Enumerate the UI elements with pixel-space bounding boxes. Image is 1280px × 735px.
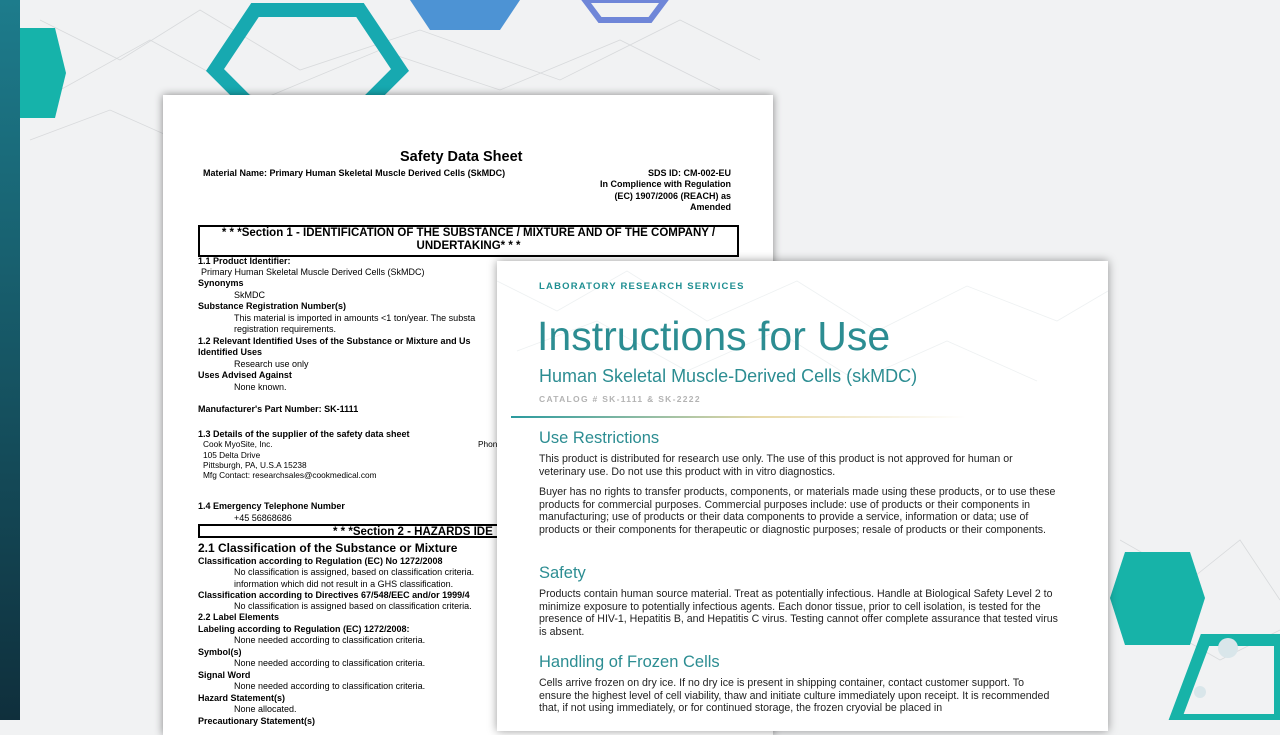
- sds-advised-against-heading: Uses Advised Against: [198, 370, 292, 380]
- ifu-handling-paragraph: Cells arrive frozen on dry ice. If no dry ice is present in shipping container, contact customer support. To ensure the highest level of cell viability, thaw and initiate culture immediately upon receipt. It is recommended that, if not using immediately, or for continued storage, the frozen cryovial be placed in: [539, 677, 1050, 715]
- sds-labeling-heading: Labeling according to Regulation (EC) 1272/2008:: [198, 624, 410, 634]
- right-teal-hexagon: [1110, 552, 1205, 645]
- sds-phone-partial: Phon: [478, 439, 498, 449]
- right-dot-small: [1194, 686, 1206, 698]
- sds-identified-uses-value: Research use only: [234, 359, 309, 369]
- sds-section-2-header: * * *Section 2 - HAZARDS IDE: [198, 524, 735, 538]
- sds-registration-value-2: registration requirements.: [234, 324, 337, 334]
- sds-class-dir-heading: Classification according to Directives 67/548/EEC and/or 1999/4: [198, 590, 470, 600]
- ifu-divider-line: [511, 416, 966, 418]
- sds-hazard-heading: Hazard Statement(s): [198, 693, 286, 703]
- sds-2-2-heading: 2.2 Label Elements: [198, 612, 280, 622]
- top-blue-hex-piece: [410, 0, 520, 30]
- sds-product-identifier: Primary Human Skeletal Muscle Derived Cells (SkMDC): [201, 267, 425, 277]
- ifu-use-restrictions-paragraph-1: This product is distributed for research use only. The use of this product is not approved for human or veterinary use. Do not use this product with in vitro diagnostics.: [539, 453, 1013, 478]
- sds-class-reg-value-1: No classification is assigned, based on classification criteria.: [234, 567, 475, 577]
- sds-2-1-heading: 2.1 Classification of the Substance or Mixture: [198, 541, 458, 555]
- ifu-safety-paragraph: Products contain human source material. Treat as potentially infectious. Handle at Biological Safety Level 2 to minimize exposure to potentially infectious agents. Each donor tissue, prior to cell isolation, is tested for the presence of HIV-1, Hepatitis B, and Hepatitis C virus. Testing cannot offer complete assurance that tested virus is absent.: [539, 588, 1058, 638]
- sds-synonyms-value: SkMDC: [234, 290, 265, 300]
- sds-registration-value-1: This material is imported in amounts <1 ton/year. The substa: [234, 313, 476, 323]
- sds-compliance-line-3: Amended: [689, 202, 731, 212]
- ifu-safety-heading: Safety: [539, 564, 586, 582]
- sds-compliance-line-2: (EC) 1907/2006 (REACH) as: [614, 191, 731, 201]
- top-indigo-hex-piece: [585, 0, 665, 20]
- ifu-title: Instructions for Use: [537, 313, 891, 359]
- sds-supplier-name: Cook MyoSite, Inc.: [203, 439, 273, 449]
- sds-labeling-value: None needed according to classification criteria.: [234, 635, 426, 645]
- ifu-use-restrictions-paragraph-2: Buyer has no rights to transfer products, components, or materials made using these products, or to use these products for commercial purposes. Commercial purposes include: use of products or their components in manufacturing; use of products or their data components to provide a service, information or data; use of products or their components for therapeutic or diagnostic purposes; resale of products or their components.: [539, 486, 1056, 536]
- sds-class-reg-value-2: information which did not result in a GHS classification.: [234, 579, 454, 589]
- sds-symbols-value: None needed according to classification criteria.: [234, 658, 426, 668]
- sds-supplier-street: 105 Delta Drive: [203, 450, 261, 460]
- sds-title: Safety Data Sheet: [400, 149, 523, 165]
- sds-supplier-city: Pittsburgh, PA, U.S.A 15238: [203, 460, 307, 470]
- sds-1-3-heading: 1.3 Details of the supplier of the safety data sheet: [198, 429, 410, 439]
- left-teal-hexagon: [20, 28, 66, 118]
- sds-signal-heading: Signal Word: [198, 670, 251, 680]
- ifu-handling-heading: Handling of Frozen Cells: [539, 653, 720, 671]
- sds-section-1-header: [198, 225, 739, 257]
- sds-supplier-contact: Mfg Contact: researchsales@cookmedical.com: [203, 470, 377, 480]
- sds-1-2-heading: 1.2 Relevant Identified Uses of the Substance or Mixture and Us: [198, 336, 471, 346]
- sds-synonyms-heading: Synonyms: [198, 278, 244, 288]
- sds-1-1-heading: 1.1 Product Identifier:: [198, 256, 291, 266]
- sds-section-1-line-2: UNDERTAKING* * *: [416, 240, 521, 252]
- sds-hazard-value: None allocated.: [234, 704, 297, 714]
- ifu-lab-label: LABORATORY RESEARCH SERVICES: [539, 281, 745, 292]
- instructions-for-use-page: [497, 261, 1108, 731]
- ifu-subtitle: Human Skeletal Muscle-Derived Cells (skMDC): [539, 366, 918, 386]
- sds-precaution-heading: Precautionary Statement(s): [198, 716, 316, 726]
- sds-section-1-line-1: * * *Section 1 - IDENTIFICATION OF THE SUBSTANCE / MIXTURE AND OF THE COMPANY /: [221, 227, 716, 239]
- sds-material-name: Material Name: Primary Human Skeletal Muscle Derived Cells (SkMDC): [203, 168, 506, 178]
- sds-id: SDS ID: CM-002-EU: [647, 168, 731, 178]
- right-dot-large: [1218, 638, 1238, 658]
- sds-identified-uses-heading: Identified Uses: [198, 347, 263, 357]
- ifu-catalog: CATALOG # SK-1111 & SK-2222: [539, 394, 701, 404]
- sds-registration-heading: Substance Registration Number(s): [198, 301, 347, 311]
- sds-class-reg-heading: Classification according to Regulation (EC) No 1272/2008: [198, 556, 443, 566]
- sds-advised-against-value: None known.: [234, 382, 287, 392]
- sds-symbols-heading: Symbol(s): [198, 647, 242, 657]
- sds-1-4-heading: 1.4 Emergency Telephone Number: [198, 501, 345, 511]
- sds-signal-value: None needed according to classification criteria.: [234, 681, 426, 691]
- sds-class-dir-value: No classification is assigned based on classification criteria.: [234, 601, 472, 611]
- sds-compliance-line-1: In Complience with Regulation: [599, 179, 731, 189]
- sds-emergency-phone: +45 56868686: [234, 513, 292, 523]
- ifu-use-restrictions-heading: Use Restrictions: [539, 429, 660, 447]
- sds-part-number: Manufacturer's Part Number: SK-1111: [198, 404, 359, 414]
